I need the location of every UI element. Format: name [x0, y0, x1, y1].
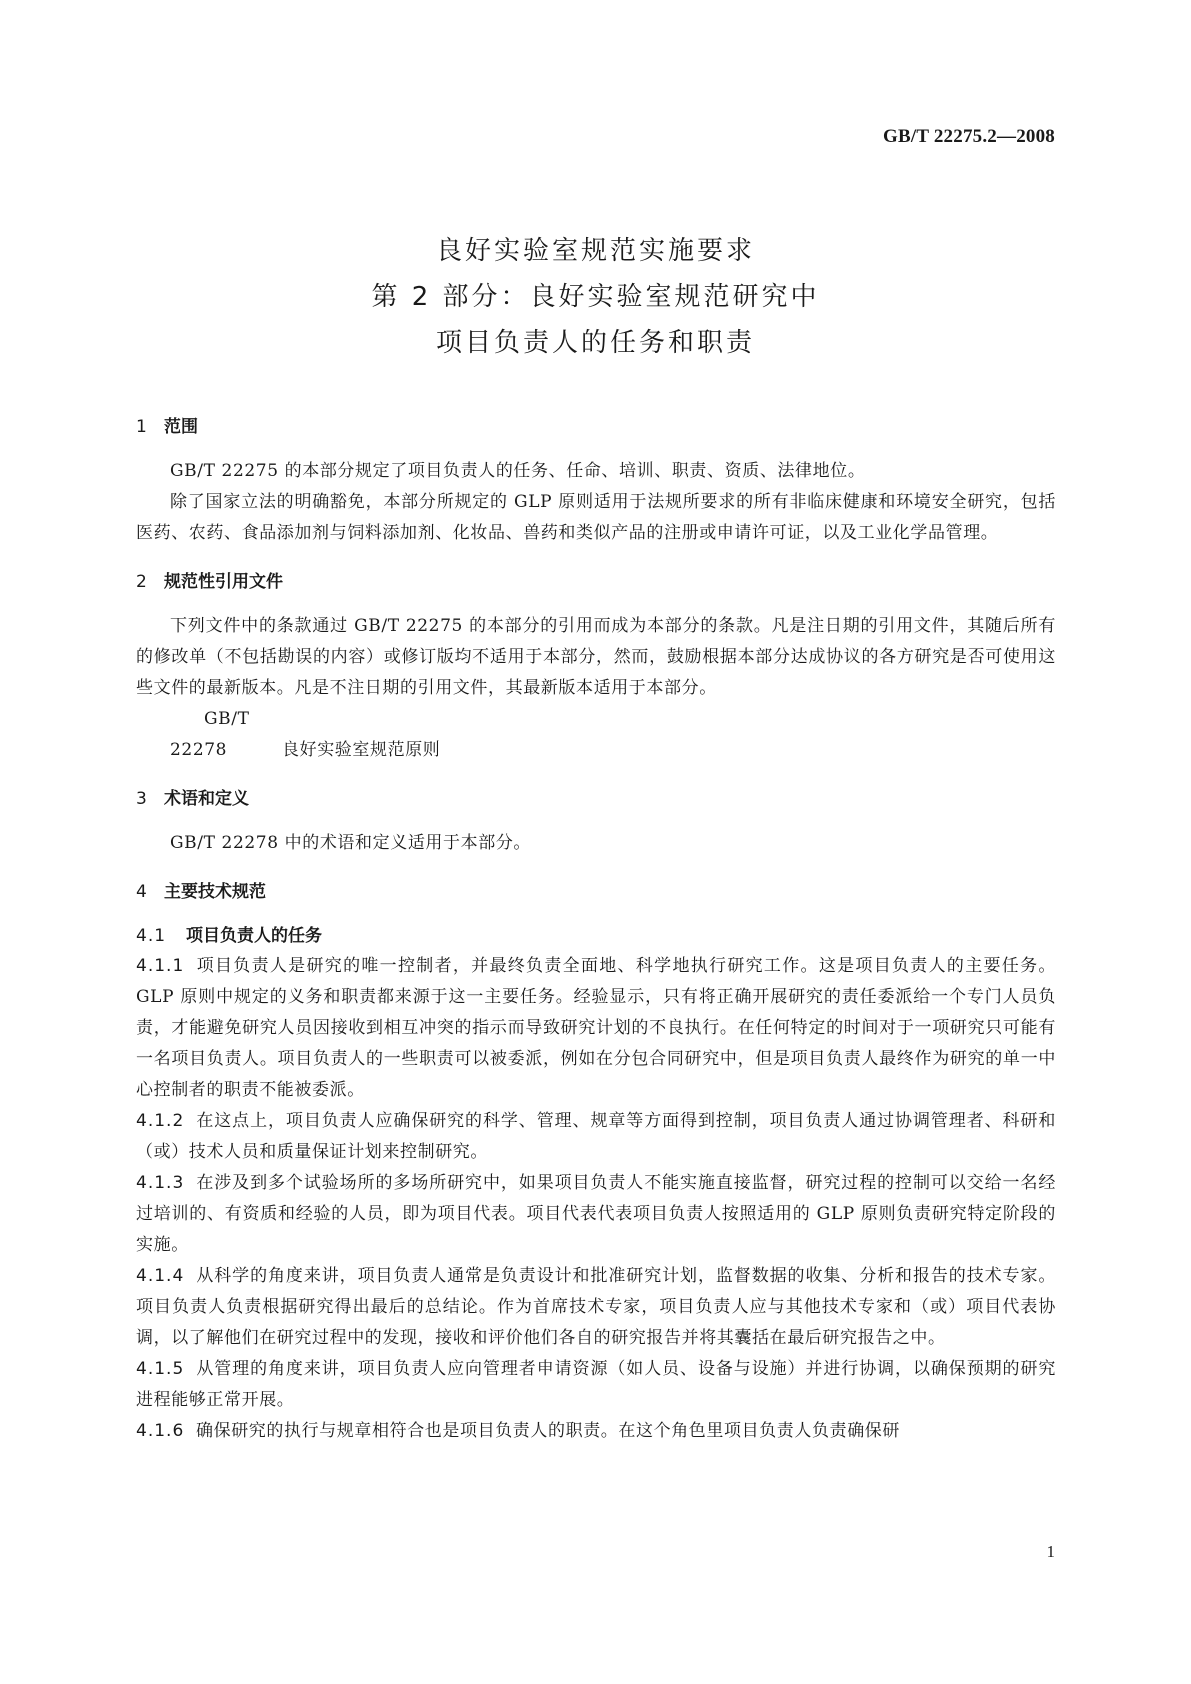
- clause-text: 确保研究的执行与规章相符合也是项目负责人的职责。在这个角色里项目负责人负责确保研: [196, 1421, 900, 1441]
- clause-number: 4.1.1: [136, 956, 185, 976]
- section-title: 范围: [164, 417, 198, 437]
- document-title: [0, 228, 1191, 366]
- normative-reference: [136, 704, 1056, 766]
- section-1-heading: [136, 412, 1056, 442]
- clause-number: 4.1.5: [136, 1359, 185, 1379]
- clause-text: 在涉及到多个试验场所的多场所研究中，如果项目负责人不能实施直接监督，研究过程的控制可以交给一名经过培训的、有资质和经验的人员，即为项目代表。项目代表代表项目负责人按照适用的 GLP 原则负责研究特定阶段的实施。: [136, 1173, 1056, 1255]
- section-3-heading: [136, 784, 1056, 814]
- clause-text: 在这点上，项目负责人应确保研究的科学、管理、规章等方面得到控制，项目负责人通过协调管理者、科研和（或）技术人员和质量保证计划来控制研究。: [136, 1111, 1056, 1162]
- clause-4-1-3: [136, 1168, 1056, 1261]
- page-number: 1: [1046, 1542, 1055, 1561]
- clause-4-1-5: [136, 1354, 1056, 1416]
- section-1-paragraph-2: 除了国家立法的明确豁免，本部分所规定的 GLP 原则适用于法规所要求的所有非临床健康和环境安全研究，包括医药、农药、食品添加剂与饲料添加剂、化妆品、兽药和类似产品的注册或申请许可证，以及工业化学品管理。: [136, 492, 1056, 543]
- section-title: 术语和定义: [164, 789, 249, 809]
- clause-text: 从科学的角度来讲，项目负责人通常是负责设计和批准研究计划，监督数据的收集、分析和报告的技术专家。项目负责人负责根据研究得出最后的总结论。作为首席技术专家，项目负责人应与其他技术专家和（或）项目代表协调，以了解他们在研究过程中的发现，接收和评价他们各自的研究报告并将其囊括在最后研究报告之中。: [136, 1266, 1056, 1348]
- document-body: [136, 412, 1056, 1447]
- reference-code: GB/T 22278: [170, 709, 250, 760]
- section-2-paragraph-1: 下列文件中的条款通过 GB/T 22275 的本部分的引用而成为本部分的条款。凡是注日期的引用文件，其随后所有的修改单（不包括勘误的内容）或修订版均不适用于本部分，然而，鼓励根据本部分达成协议的各方研究是否可使用这些文件的最新版本。凡是不注日期的引用文件，其最新版本适用于本部分。: [136, 616, 1056, 698]
- clause-text: 项目负责人是研究的唯一控制者，并最终负责全面地、科学地执行研究工作。这是项目负责人的主要任务。GLP 原则中规定的义务和职责都来源于这一主要任务。经验显示，只有将正确开展研究的责任委派给一个专门人员负责，才能避免研究人员因接收到相互冲突的指示而导致研究计划的不良执行。在任何特定的时间对于一项研究只可能有一名项目负责人。项目负责人的一些职责可以被委派，例如在分包合同研究中，但是项目负责人最终作为研究的单一中心控制者的职责不能被委派。: [136, 956, 1056, 1100]
- section-4-heading: [136, 877, 1056, 907]
- section-3-paragraph-1: GB/T 22278 中的术语和定义适用于本部分。: [170, 833, 532, 853]
- section-2-heading: [136, 567, 1056, 597]
- clause-number: 4.1.2: [136, 1111, 185, 1131]
- section-number: 3: [136, 789, 147, 809]
- clause-number: 4.1.6: [136, 1421, 185, 1441]
- subsection-4-1-heading: [136, 921, 1056, 951]
- subsection-title: 项目负责人的任务: [186, 926, 322, 946]
- section-1-paragraph-1: GB/T 22275 的本部分规定了项目负责人的任务、任命、培训、职责、资质、法律地位。: [170, 461, 866, 481]
- title-line-3: 项目负责人的任务和职责: [435, 328, 755, 358]
- section-number: 4: [136, 882, 147, 902]
- clause-4-1-2: [136, 1106, 1056, 1168]
- section-title: 主要技术规范: [164, 882, 266, 902]
- title-line-1: 良好实验室规范实施要求: [435, 236, 755, 266]
- clause-4-1-4: [136, 1261, 1056, 1354]
- section-number: 2: [136, 572, 147, 592]
- clause-4-1-1: [136, 951, 1056, 1106]
- section-title: 规范性引用文件: [164, 572, 283, 592]
- clause-number: 4.1.3: [136, 1173, 185, 1193]
- clause-text: 从管理的角度来讲，项目负责人应向管理者申请资源（如人员、设备与设施）并进行协调，以确保预期的研究进程能够正常开展。: [136, 1359, 1056, 1410]
- clause-4-1-6: [136, 1416, 1056, 1447]
- subsection-number: 4.1: [136, 926, 167, 946]
- reference-title: 良好实验室规范原则: [282, 740, 441, 760]
- section-number: 1: [136, 417, 147, 437]
- standard-code: GB/T 22275.2—2008: [883, 126, 1055, 147]
- title-line-2: 第 2 部分：良好实验室规范研究中: [371, 282, 820, 312]
- clause-number: 4.1.4: [136, 1266, 185, 1286]
